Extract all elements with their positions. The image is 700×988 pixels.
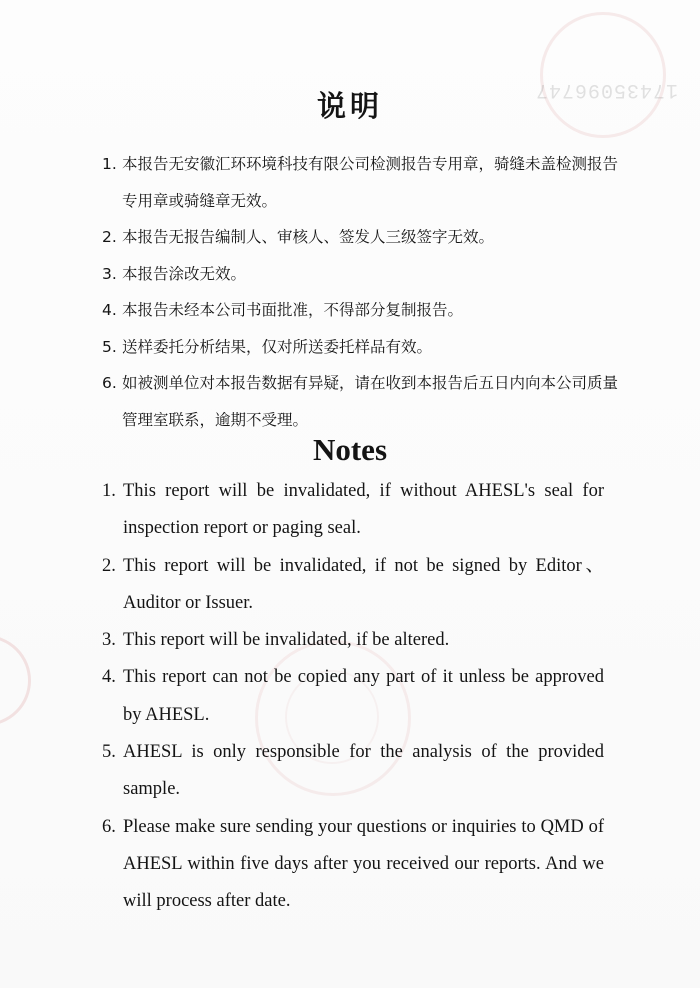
note-text: This report will be invalidated, if be altered. [123,630,450,651]
note-text: 本报告未经本公司书面批准，不得部分复制报告。 [122,301,464,319]
note-item-cn-5 [102,329,622,366]
notes-title-chinese: 说明 [316,89,383,123]
note-item-en-1 [102,473,604,548]
note-item-en-6 [102,809,604,921]
note-item-en-3 [102,622,604,659]
note-item-cn-6 [102,365,622,438]
note-item-cn-3 [102,256,622,293]
note-text: 本报告无安徽汇环环境科技有限公司检测报告专用章，骑缝未盖检测报告专用章或骑缝章无效。 [122,155,619,210]
notes-title-english: Notes [312,432,388,467]
note-text: This report will be invalidated, if not be signed by Editor、Auditor or Issuer. [123,555,604,613]
note-number: 3. [102,264,117,283]
note-text: This report will be invalidated, if without AHESL's seal for inspection report or paging seal. [123,481,604,539]
note-item-en-5 [102,734,604,809]
stamp-serial-number: 17435096747 [535,78,679,101]
note-item-en-4 [102,659,604,734]
notes-list-english [102,473,604,921]
note-number: 2. [102,555,116,576]
note-text: 如被测单位对本报告数据有异疑，请在收到本报告后五日内向本公司质量管理室联系，逾期不受理。 [122,374,619,429]
note-number: 6. [102,816,116,837]
note-text: 送样委托分析结果，仅对所送委托样品有效。 [122,337,433,356]
note-text: AHESL is only responsible for the analysis of the provided sample. [123,742,604,800]
note-number: 3. [102,630,116,651]
note-number: 5. [102,337,117,356]
note-number: 6. [102,374,117,392]
note-number: 1. [102,481,116,501]
note-number: 4. [102,301,117,319]
note-text: Please make sure sending your questions or inquiries to QMD of AHESL within five days after you received our reports. And we will process after date. [123,816,604,912]
note-number: 2. [102,228,117,246]
note-text: 本报告无报告编制人、审核人、签发人三级签字无效。 [122,228,495,246]
note-item-cn-2 [102,219,622,256]
note-item-cn-4 [102,292,622,329]
note-number: 1. [102,155,117,173]
note-number: 5. [102,742,116,763]
note-text: 本报告涂改无效。 [122,264,247,283]
seal-stamp-left-edge [0,635,31,726]
notes-list-chinese [102,146,622,438]
note-item-en-2 [102,548,604,623]
note-item-cn-1 [102,146,622,219]
note-text: This report can not be copied any part of it unless be approved by AHESL. [123,667,604,725]
note-number: 4. [102,667,116,688]
